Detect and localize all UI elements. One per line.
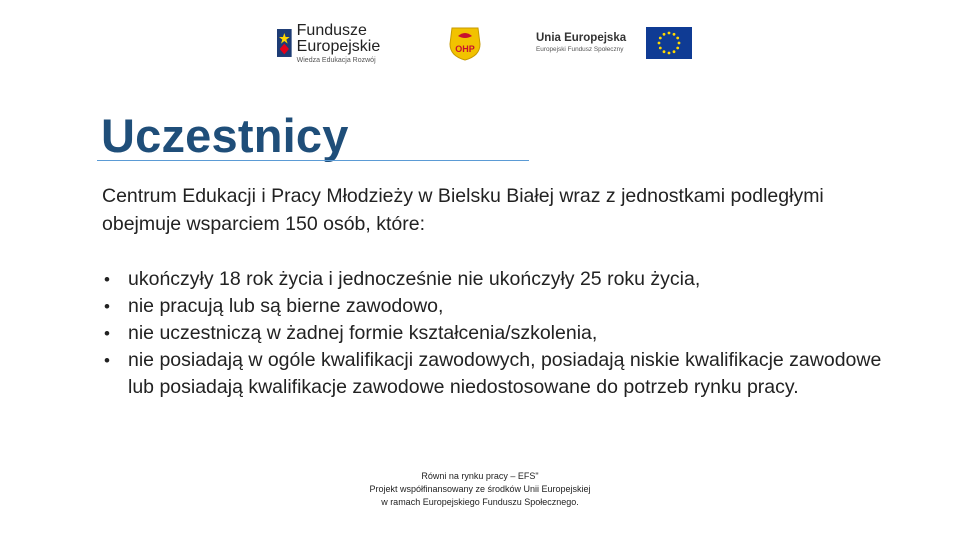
footer-line1: Równi na rynku pracy – EFS" — [421, 471, 539, 481]
criteria-text: nie uczestniczą w żadnej formie kształcenia/szkolenia, — [128, 322, 598, 344]
fundusze-europejskie-logo — [277, 18, 402, 68]
fe-logo-text — [297, 23, 402, 64]
criteria-item — [102, 347, 892, 401]
ohp-logo — [446, 24, 484, 62]
bullet-icon: • — [104, 351, 110, 370]
criteria-text: ukończyły 18 rok życia i jednocześnie nie ukończyły 25 roku życia, — [128, 268, 701, 290]
criteria-item — [102, 266, 892, 293]
criteria-list — [102, 266, 892, 401]
svg-text:OHP: OHP — [455, 44, 475, 54]
ue-line2: Europejski Fundusz Społeczny — [536, 46, 624, 54]
footer-line2: Projekt współfinansowany ze środków Unii Europejskiej — [369, 484, 591, 494]
criteria-text: nie pracują lub są bierne zawodowo, — [128, 295, 444, 317]
ue-line1: Unia Europejska — [536, 31, 627, 44]
eu-flag-icon — [646, 27, 692, 59]
fe-line1: Fundusze — [296, 21, 367, 39]
title-underline — [97, 160, 529, 161]
fe-star-icon — [277, 22, 292, 64]
bullet-icon: • — [104, 297, 110, 316]
fe-line2: Europejskie — [296, 37, 381, 55]
ue-logo-text — [536, 33, 640, 54]
footer-note — [330, 470, 630, 509]
bullet-icon: • — [104, 270, 110, 289]
fe-line3: Wiedza Edukacja Rozwój — [296, 56, 376, 64]
logo-bar — [0, 14, 960, 74]
criteria-item — [102, 293, 892, 320]
bullet-icon: • — [104, 324, 110, 343]
footer-line3: w ramach Europejskiego Funduszu Społecznego. — [381, 497, 579, 507]
unia-europejska-logo — [536, 26, 692, 60]
criteria-text: nie posiadają w ogóle kwalifikacji zawodowych, posiadają niskie kwalifikacje zawodowe lub posiadają kwalifikacje zawodowe niedostosowane do potrzeb rynku pracy. — [128, 349, 882, 398]
slide-title: Uczestnicy — [101, 109, 349, 162]
intro-paragraph: Centrum Edukacji i Pracy Młodzieży w Bielsku Białej wraz z jednostkami podległymi obejmuje wsparciem 150 osób, które: — [102, 185, 824, 235]
criteria-item — [102, 320, 892, 347]
